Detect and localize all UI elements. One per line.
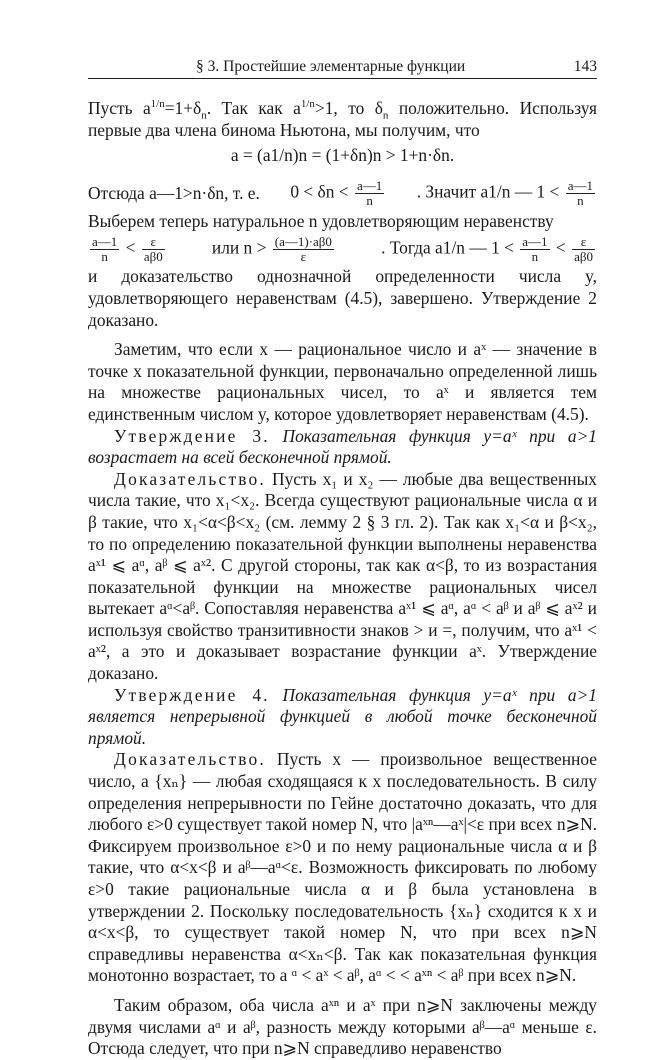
statement-4 [88, 685, 597, 750]
formula-binomial: a = (a1/n)n = (1+δn)n > 1+n·δn. [230, 145, 455, 166]
page-number: 143 [573, 58, 597, 75]
proof-label: Доказательство. [114, 468, 266, 489]
paragraph-intro: Пусть $a^{1/n}=1+\delta_n$. Так как $a^{1/n}>1$, то $\delta_n$ положительно. Используя первые два члена бинома Ньютона, мы получим, что [88, 98, 597, 140]
statement-text: Показательная функция y=aˣ при a>1 является непрерывной функцией в любой точке бесконечной прямой. [88, 684, 597, 748]
fraction: $\frac{(a—1)\cdot a\beta 0}{\varepsilon}$ [274, 233, 332, 264]
proof-label: Доказательство. [114, 749, 266, 770]
running-header [88, 56, 597, 79]
formula-line-2: $\frac{a—1}{n}$ < $\frac{\varepsilon}{a\beta 0}$ или n > $\frac{(a—1)\cdot a\beta 0}{\varepsilon}$ . Тогда a1/n — 1 < $\frac{a—1}{n}$ < $\frac{\varepsilon}{a\beta 0}$ [92, 233, 593, 264]
paragraph-conclusion-2: и доказательство однозначной определенности числа y, удовлетворяющего неравенствам (4.5), завершено. Утверждение 2 доказано. [88, 266, 597, 330]
fraction: $\frac{a—1}{n}$ [522, 233, 548, 264]
statement-label: Утверждение 3. [114, 425, 270, 446]
paragraph-remark: Заметим, что если x — рациональное число и aˣ — значение в точке x показательной функции, первоначально определенной лишь на множестве рациональных чисел, то aˣ и является тем единственным числом y, которое удовлетворяет неравенствам (4.5). [88, 339, 597, 424]
fraction: $\frac{a—1}{n}$ [92, 233, 118, 264]
proof-3: Доказательство. Пусть x₁ и x₂ — любые два вещественных числа такие, что x₁<x₂. Всегда существуют рациональные числа α и β такие, что x₁<α<β<x₂ (см. лемму 2 § 3 гл. 2). Так как x₁<α и β<x₂, то по определению показательной функции выполнены неравенства aˣ¹ ⩽ aᵅ, aᵝ ⩽ aˣ². С другой стороны, так как α<β, то из возрастания показательной функции на множестве рациональных чисел вытекает aᵅ<aᵝ. Сопоставляя неравенства aˣ¹ ⩽ aᵅ, aᵅ < aᵝ и aᵝ ⩽ aˣ² и используя свойство транзитивности знаков > и =, получим, что aˣ¹ < aˣ², а это и доказывает возрастание функции aˣ. Утверждение доказано. [88, 468, 597, 684]
section-title: § 3. Простейшие элементарные функции [196, 58, 466, 75]
statement-label: Утверждение 4. [114, 684, 270, 705]
fraction: $\frac{a—1}{n}$ [356, 178, 383, 209]
proof-4: Доказательство. Пусть x — произвольное вещественное число, а {xₙ} — любая сходящаяся к x последовательность. В силу определения непрерывности по Гейне достаточно доказать, что для любого ε>0 существует такой номер N, что |aˣⁿ—aˣ|<ε при всех n⩾N. Фиксируем произвольное ε>0 и по нему рациональные числа α и β такие, что α<x<β и aᵝ—aᵅ<ε. Возможность фиксировать по любому ε>0 такие рациональные числа α и β была установлена в утверждении 2. Поскольку последовательность {xₙ} сходится к x и α<x<β, то существует такой номер N, что при всех n⩾N справедливы неравенства α<xₙ<β. Так как показательная функция монотонно возрастает, то a ᵅ < aˣ < aᵝ, aᵅ < < aˣⁿ < aᵝ при всех n⩾N. [88, 749, 597, 986]
statement-text: Показательная функция y=aˣ при a>1 возрастает на всей бесконечной прямой. [88, 425, 597, 468]
fraction: $\frac{\varepsilon}{a\beta 0}$ [143, 233, 163, 264]
fraction: $\frac{\varepsilon}{a\beta 0}$ [574, 233, 593, 264]
formula-line-1: Отсюда a—1>n·δn, т. е. 0 < δn < $\frac{a—1}{n}$ . Значит a1/n — 1 < $\frac{a—1}{n}$ [88, 178, 593, 209]
fraction: $\frac{a—1}{n}$ [567, 178, 593, 209]
paragraph-choose-n: Выберем теперь натуральное n удовлетворяющим неравенству [88, 210, 554, 231]
page-body [88, 98, 597, 1060]
paragraph-final: Таким образом, оба числа aˣⁿ и aˣ при n⩾N заключены между двумя числами aᵅ и aᵝ, разность между которыми aᵝ—aᵅ меньше ε. Отсюда следует, что при n⩾N справедливо неравенство [88, 994, 597, 1059]
statement-3 [88, 426, 597, 469]
